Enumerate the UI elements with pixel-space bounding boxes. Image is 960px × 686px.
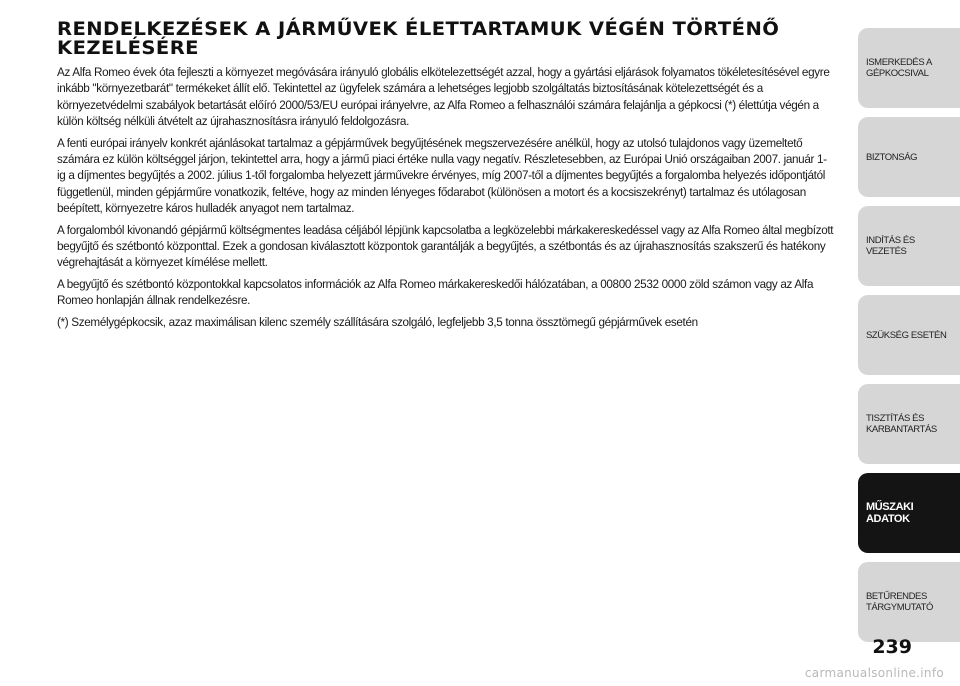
chapter-tabs-sidebar — [858, 28, 960, 651]
watermark-text: carmanualsonline.info — [804, 666, 944, 680]
tab-biztonsag[interactable] — [858, 117, 960, 197]
tab-label: SZÜKSÉG ESETÉN — [866, 329, 947, 341]
paragraph-2: A fenti európai irányelv konkrét ajánlásokat tartalmaz a gépjárművek begyűjtésének megszervezésére anélkül, hogy az utolsó tulajdonos vagy üzemeltető számára ez külön költséggel járjon, tekintettel arra, hogy a jármű piaci értéke nulla vagy negatív. Részletesebben, az Európai Unió országaiban 2007. január 1-ig a díjmentes begyűjtés a 2002. július 1-től forgalomba helyezett járművekre érvényes, míg 2007-től a díjmentes begyűjtés a forgalomba helyezés időpontjától függetlenül, minden gépjárműre vonatkozik, feltéve, hogy az minden lényeges fődarabot (különösen a motort és a kocsiszekrényt) tartalmaz és utólagosan beépített, környezetre káros hulladék anyagot nem tartalmaz. — [57, 135, 827, 216]
paragraph-3: A forgalomból kivonandó gépjármű költségmentes leadása céljából lépjünk kapcsolatba a legközelebbi márkakereskedéssel vagy az Alfa Romeo által megbízott begyűjtő és szétbontó központtal. Ezek a gondosan kiválasztott központok garantálják a begyűjtés, a szétbontás és az újrahasznosítás szakszerű és hatékony végrehajtását a környezet kímélése mellett. — [57, 222, 834, 270]
footnote: (*) Személygépkocsik, azaz maximálisan kilenc személy szállítására szolgáló, legfeljebb 3,5 tonna össztömegű gépjárművek esetén — [57, 314, 698, 329]
main-content — [57, 20, 835, 335]
tab-szukseg-eseten[interactable] — [858, 295, 960, 375]
tab-label: MŰSZAKI ADATOK — [866, 501, 914, 525]
page-number: 239 — [872, 636, 912, 658]
paragraph-4: A begyűjtő és szétbontó központokkal kapcsolatos információk az Alfa Romeo márkakereskedői hálózatában, a 00800 2532 0000 zöld számon vagy az Alfa Romeo honlapján állnak rendelkezésre. — [57, 276, 814, 308]
tab-label: ISMERKEDÉS A GÉPKOCSIVAL — [866, 57, 932, 79]
paragraph-1: Az Alfa Romeo évek óta fejleszti a környezet megóvására irányuló globális elkötelezettségét azzal, hogy a gyártási eljárások folyamatos tökéletesítésével egyre inkább "környezetbarát" termékeket állít elő. Tekintettel az ügyfelek számára a lehetséges legjobb szolgáltatás biztosításának kötelezettségét és a környezetvédelmi szabályok betartását előíró 2000/53/EU európai irányelvre, az Alfa Romeo a felhasználói számára felajánlja a gépkocsi (*) élettútja végén a külön költség nélküli átvételt az újrahasznosításra irányuló feldolgozásra. — [57, 65, 830, 129]
section-heading: RENDELKEZÉSEK A JÁRMŰVEK ÉLETTARTAMUK VÉGÉN TÖRTÉNŐ KEZELÉSÉRE — [57, 18, 780, 59]
tab-betrendes-targymutato[interactable] — [858, 562, 960, 642]
tab-label: BETŰRENDES TÁRGYMUTATÓ — [866, 591, 934, 613]
tab-inditas-es-vezetes[interactable] — [858, 206, 960, 286]
tab-label: BIZTONSÁG — [866, 151, 918, 163]
tab-ismerkedes[interactable] — [858, 28, 960, 108]
tab-label: INDÍTÁS ÉS VEZETÉS — [866, 235, 915, 257]
tab-tisztitas-es-karbantartas[interactable] — [858, 384, 960, 464]
tab-label: TISZTÍTÁS ÉS KARBANTARTÁS — [866, 413, 937, 435]
tab-muszaki-adatok[interactable] — [858, 473, 960, 553]
